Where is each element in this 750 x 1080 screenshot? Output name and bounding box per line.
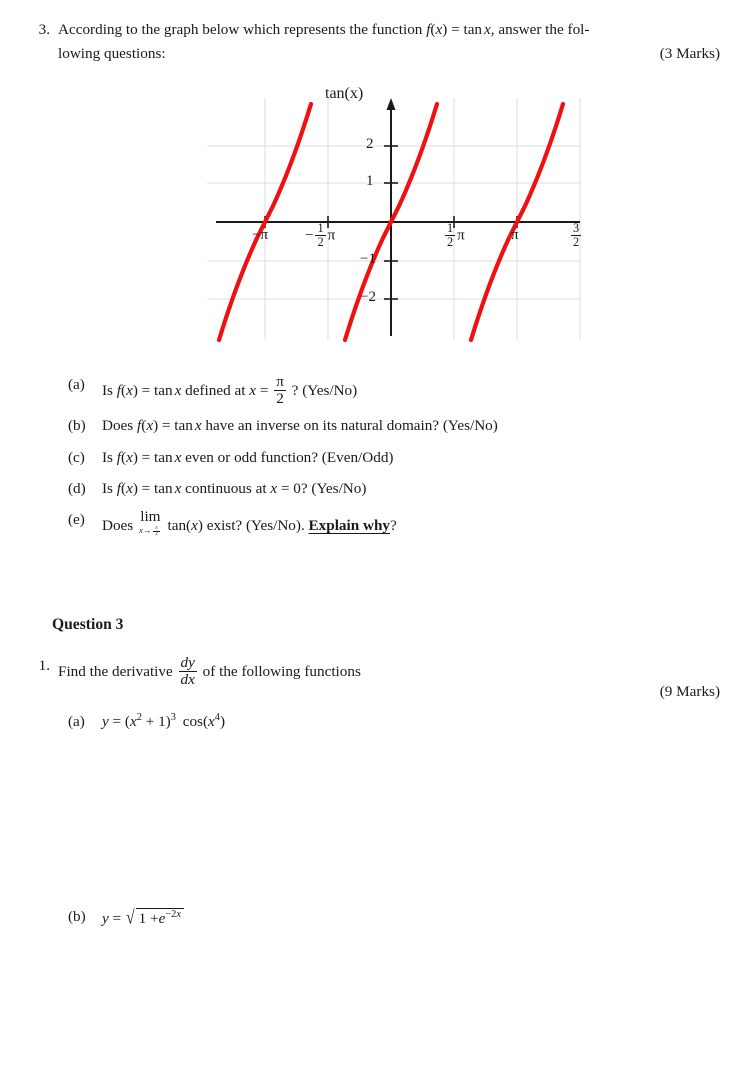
sq-a-tan: tan: [154, 382, 173, 400]
sq-c-eq: =: [141, 448, 151, 466]
question-text: [58, 18, 720, 65]
subquestion-a-marker: (a): [68, 376, 85, 393]
sq-e-tanvar: x: [191, 517, 198, 535]
sq-b-pre: Does: [102, 417, 134, 435]
derivative-numerator: [179, 655, 197, 671]
limit-subscript: [139, 526, 162, 537]
subquestion-d-marker: (d): [68, 480, 86, 497]
radical-sign: √: [126, 907, 135, 929]
q3-item-pre: Find the derivative: [58, 663, 173, 681]
subquestion-c-marker: (c): [68, 448, 85, 466]
sq-d-post: continuous at: [185, 480, 267, 497]
deriv-den-x: x: [188, 670, 195, 688]
sq-c-open: (: [121, 448, 127, 466]
q3a-y: y: [102, 713, 109, 730]
question3-item-text: [58, 655, 720, 688]
sq-d-tan: tan: [154, 480, 173, 497]
sq-c-close: ): [132, 448, 138, 466]
tangent-graph-figure: [195, 85, 585, 350]
q3b-eq: =: [112, 910, 122, 927]
x-tick-label-pi: π: [511, 227, 519, 243]
question-line-2-text: lowing questions:: [58, 44, 166, 62]
y-tick-label-neg2: −2: [360, 289, 376, 305]
sq-c-post: even or odd function? (Even/Odd): [185, 448, 394, 466]
sq-a-eq: =: [141, 382, 151, 400]
sq-b-var: x: [146, 417, 154, 435]
sq-a-mid: defined at: [185, 382, 246, 400]
q3a-x-exponent: 2: [136, 711, 142, 723]
x-tick-label-neg-half-pi: − $\frac{1}{2}$ π: [305, 221, 336, 249]
q3b-e-exponent: [165, 909, 181, 920]
sq-a-x2: x: [249, 382, 257, 400]
subquestion-d: [68, 478, 668, 501]
sq-a-var: x: [126, 382, 133, 400]
question-line-2: [58, 42, 720, 66]
function-f: f: [426, 21, 431, 38]
q3a-cos: cos(: [182, 713, 209, 730]
sq-a-eq2: =: [259, 382, 269, 400]
subquestion-c: [68, 447, 668, 470]
sq-a-tanarg: x: [174, 382, 182, 400]
subquestion-a: [68, 374, 668, 407]
sq-d-f: f: [116, 480, 121, 497]
marks-9: (9 Marks): [659, 683, 720, 700]
question-line-1-post: , answer the fol-: [490, 21, 590, 38]
marks-3: (3 Marks): [659, 44, 720, 62]
q3-sub-a-equation: [102, 713, 225, 731]
q3-item-post: of the following functions: [202, 663, 361, 681]
deriv-num-y: y: [188, 654, 195, 671]
y-tick-label-2: 2: [366, 136, 374, 152]
sq-a-frac-num: π: [276, 373, 284, 390]
q3-sub-a-marker: (a): [68, 713, 85, 730]
sq-d-val: 0? (Yes/No): [293, 480, 367, 497]
derivative-fraction: [179, 655, 197, 688]
sq-b-close: ): [153, 417, 159, 435]
sq-c-tan: tan: [154, 448, 173, 466]
question-line-1: [58, 18, 720, 42]
q3a-x: x: [129, 713, 137, 730]
q3b-exp-var: x: [176, 908, 181, 920]
limit-operator: [139, 509, 162, 536]
sq-b-f: f: [137, 417, 142, 435]
sq-d-var: x: [126, 480, 133, 497]
deriv-num-d: d: [180, 654, 189, 671]
q3b-e: e: [158, 910, 166, 927]
subquestion-d-text: [102, 478, 366, 501]
subquestion-b-text: [102, 415, 498, 438]
graph-title: tan(x): [325, 85, 364, 102]
subquestion-c-text: [102, 447, 394, 470]
subquestion-b-marker: (b): [68, 417, 86, 435]
subquestion-e-marker: (e): [68, 511, 85, 529]
q3-sub-b-equation: [102, 908, 184, 928]
equals-sign: =: [451, 21, 460, 38]
sq-d-tanarg: x: [174, 480, 182, 497]
sq-b-tanarg: x: [194, 417, 202, 435]
question-number: 3.: [38, 21, 50, 38]
sq-c-pre: Is: [102, 448, 113, 466]
sq-d-eq: =: [141, 480, 151, 497]
variable-x: x: [435, 21, 443, 38]
question-line-1-pre: According to the graph below which represents the function: [58, 21, 423, 38]
sq-e-tanclose: ): [197, 517, 203, 535]
q3-sub-b-marker: (b): [68, 908, 86, 925]
explain-why-emphasis: Explain why: [308, 517, 391, 535]
deriv-den-d: d: [180, 670, 189, 688]
sq-e-post: ?: [390, 517, 397, 535]
q3a-cos-close: ): [219, 713, 225, 730]
question3-heading: Question 3: [52, 616, 124, 633]
sq-d-eq2: =: [280, 480, 290, 497]
subquestion-a-text: [102, 374, 357, 407]
q3a-plus: + 1: [145, 713, 166, 730]
x-tick-label-half-pi: $\frac{1}{2}$ π: [447, 221, 465, 249]
q3b-one-plus: 1 +: [138, 910, 159, 927]
limit-sub-den: 2: [153, 531, 159, 537]
sq-e-tan: tan(: [167, 517, 192, 535]
question-item-3: [30, 18, 720, 65]
q3a-close: ): [165, 713, 171, 730]
radicand: [136, 908, 184, 928]
q3a-open: (: [124, 713, 130, 730]
paren-open: (: [430, 21, 436, 38]
sq-c-var: x: [126, 448, 133, 466]
sq-b-eq: =: [161, 417, 171, 435]
sq-d-pre: Is: [102, 480, 113, 497]
tan-argument: x: [484, 21, 491, 38]
sq-d-open: (: [121, 480, 127, 497]
subquestion-e-text: [102, 509, 397, 538]
sq-d-x2: x: [270, 480, 278, 497]
limit-sub-fraction: [153, 526, 159, 537]
q3a-cos-var: x: [208, 713, 215, 730]
sq-b-post: have an inverse on its natural domain? (Yes/No): [205, 417, 498, 435]
subquestion-e: [68, 509, 668, 538]
sq-a-fraction: [274, 374, 286, 407]
sq-a-open: (: [121, 382, 127, 400]
sq-e-mid: exist? (Yes/No).: [206, 517, 305, 535]
tangent-graph-svg: [195, 88, 585, 350]
sq-b-open: (: [141, 417, 147, 435]
vertical-gridlines: [265, 98, 580, 340]
subquestion-b: [68, 415, 668, 438]
q3a-close-exponent: 3: [170, 711, 176, 723]
q3a-cos-exponent: 4: [214, 711, 220, 723]
sq-a-frac-den: 2: [274, 390, 286, 407]
question3-sub-b: [68, 908, 184, 928]
paren-close: ): [442, 21, 448, 38]
sq-e-pre: Does: [102, 517, 134, 535]
sq-b-tan: tan: [174, 417, 193, 435]
question3-item-number: 1.: [38, 657, 50, 674]
sq-a-f: f: [116, 382, 121, 400]
subquestion-list: [68, 374, 668, 547]
x-tick-label-neg-pi: −π: [252, 227, 269, 243]
square-root: [125, 908, 184, 928]
sq-a-post: ? (Yes/No): [291, 382, 358, 400]
limit-sub-num: π: [155, 525, 158, 531]
x-tick-label-three-halves: $\frac{3}{2}$: [573, 221, 580, 249]
sq-d-close: ): [132, 480, 138, 497]
y-axis-arrowhead: [387, 98, 396, 110]
sq-a-close: ): [132, 382, 138, 400]
tan-operator: tan: [463, 21, 483, 38]
derivative-denominator: [179, 671, 197, 688]
sq-c-f: f: [116, 448, 121, 466]
q3b-exp-minus2: −2: [165, 908, 177, 920]
limit-sub-var: x→: [139, 524, 152, 535]
question3-item-1: [30, 655, 720, 688]
q3b-y: y: [102, 910, 109, 927]
y-tick-label-1: 1: [366, 173, 374, 189]
sq-c-tanarg: x: [174, 448, 182, 466]
question3-sub-a: [68, 713, 225, 731]
y-tick-label-neg1: −1: [360, 251, 376, 267]
sq-a-pre: Is: [102, 382, 113, 400]
q3a-eq: =: [112, 713, 122, 730]
limit-lim: lim: [140, 508, 161, 526]
